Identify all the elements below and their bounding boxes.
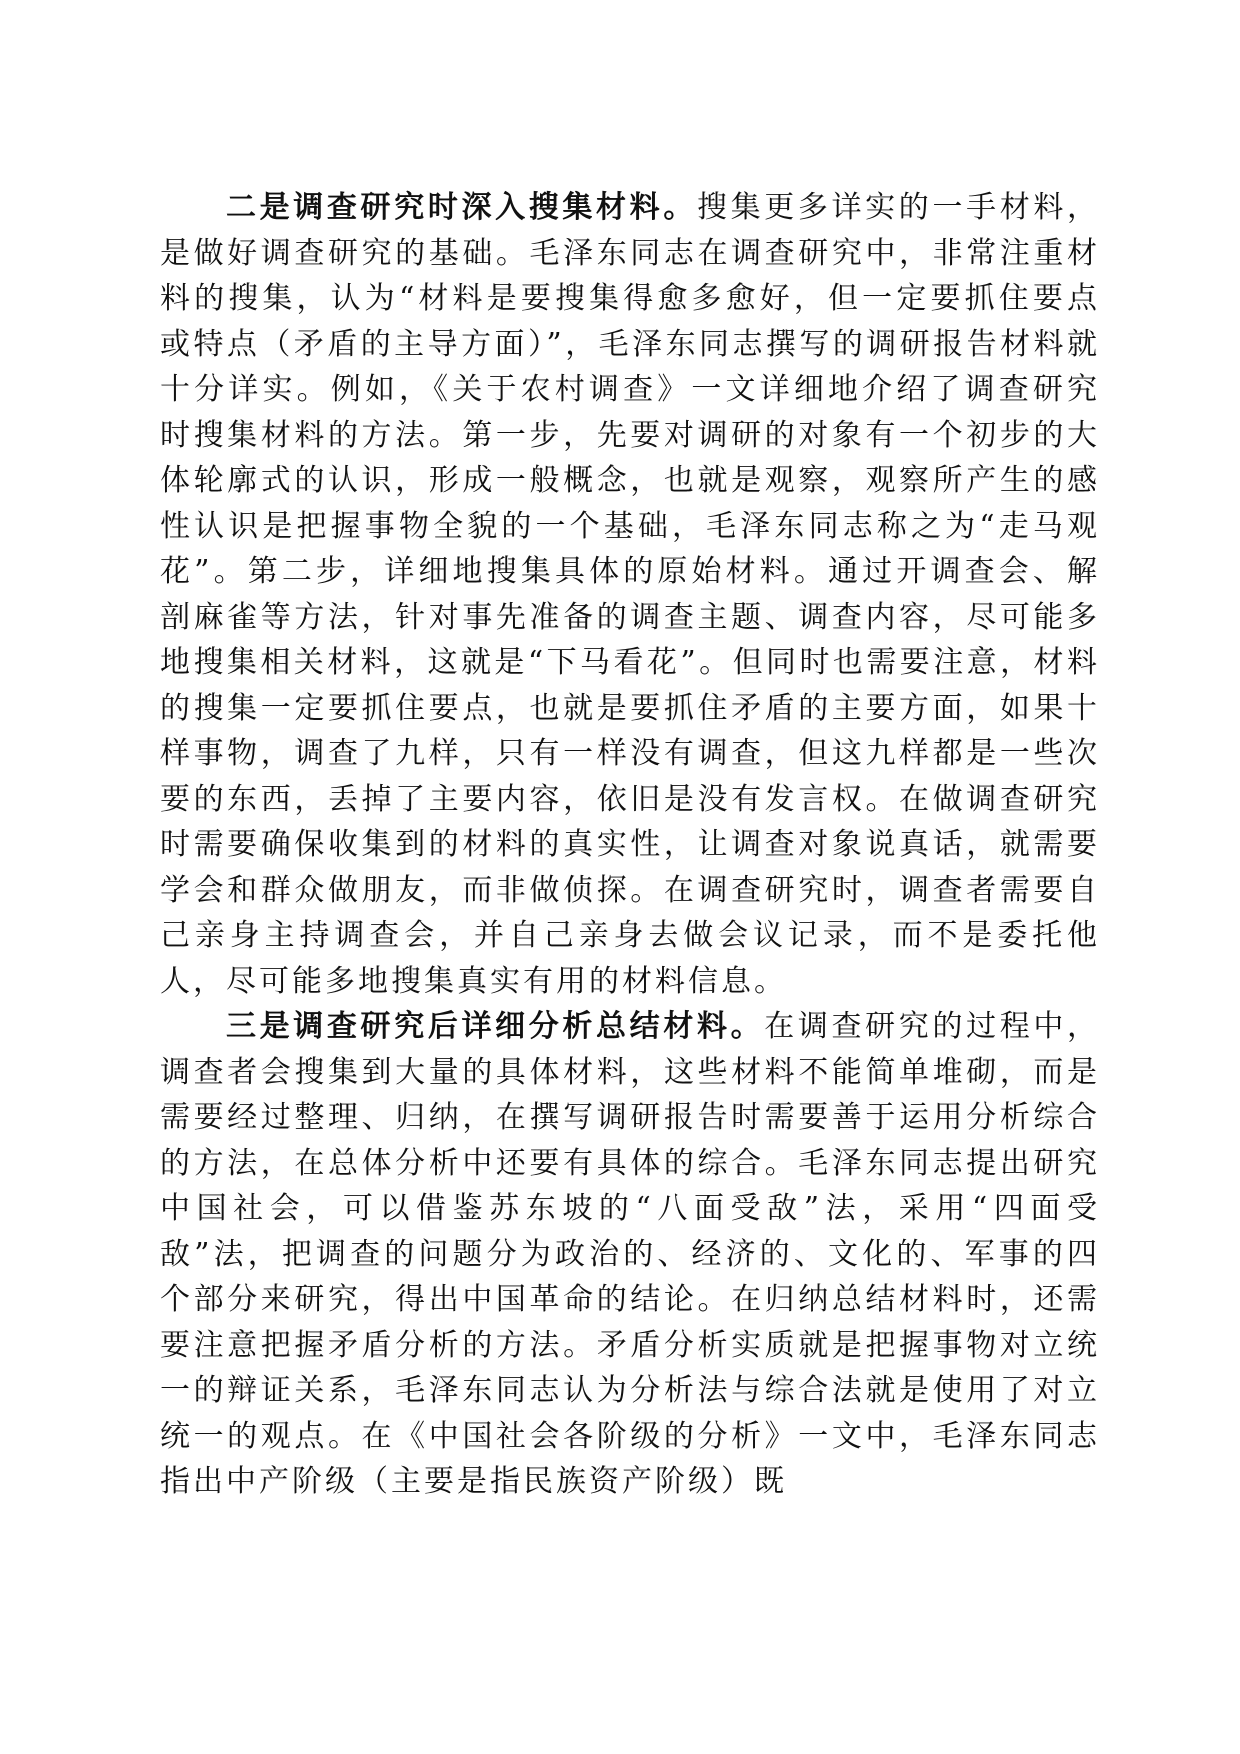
paragraph-lead-heading: 二是调查研究时深入搜集材料。	[226, 190, 697, 225]
paragraph-survey-collect	[160, 185, 1100, 1004]
body-text	[160, 185, 1100, 1505]
paragraph-body: 搜集更多详实的一手材料，是做好调查研究的基础。毛泽东同志在调查研究中，非常注重材料的搜集，认为“材料是要搜集得愈多愈好，但一定要抓住要点或特点（矛盾的主导方面）”，毛泽东同志撰写的调研报告材料就十分详实。例如，《关于农村调查》一文详细地介绍了调查研究时搜集材料的方法。第一步，先要对调研的对象有一个初步的大体轮廓式的认识，形成一般概念，也就是观察，观察所产生的感性认识是把握事物全貌的一个基础，毛泽东同志称之为“走马观花”。第二步，详细地搜集具体的原始材料。通过开调查会、解剖麻雀等方法，针对事先准备的调查主题、调查内容，尽可能多地搜集相关材料，这就是“下马看花”。但同时也需要注意，材料的搜集一定要抓住要点，也就是要抓住矛盾的主要方面，如果十样事物，调查了九样，只有一样没有调查，但这九样都是一些次要的东西，丢掉了主要内容，依旧是没有发言权。在做调查研究时需要确保收集到的材料的真实性，让调查对象说真话，就需要学会和群众做朋友，而非做侦探。在调查研究时，调查者需要自己亲身主持调查会，并自己亲身去做会议记录，而不是委托他人，尽可能多地搜集真实有用的材料信息。	[160, 190, 1101, 999]
paragraph-survey-analyze	[160, 1004, 1100, 1505]
paragraph-lead-heading: 三是调查研究后详细分析总结材料。	[226, 1009, 765, 1044]
paragraph-body: 在调查研究的过程中，调查者会搜集到大量的具体材料，这些材料不能简单堆砌，而是需要经过整理、归纳，在撰写调研报告时需要善于运用分析综合的方法，在总体分析中还要有具体的综合。毛泽东同志提出研究中国社会，可以借鉴苏东坡的“八面受敌”法，采用“四面受敌”法，把调查的问题分为政治的、经济的、文化的、军事的四个部分来研究，得出中国革命的结论。在归纳总结材料时，还需要注意把握矛盾分析的方法。矛盾分析实质就是把握事物对立统一的辩证关系，毛泽东同志认为分析法与综合法就是使用了对立统一的观点。在《中国社会各阶级的分析》一文中，毛泽东同志指出中产阶级（主要是指民族资产阶级）既	[160, 1009, 1101, 1499]
